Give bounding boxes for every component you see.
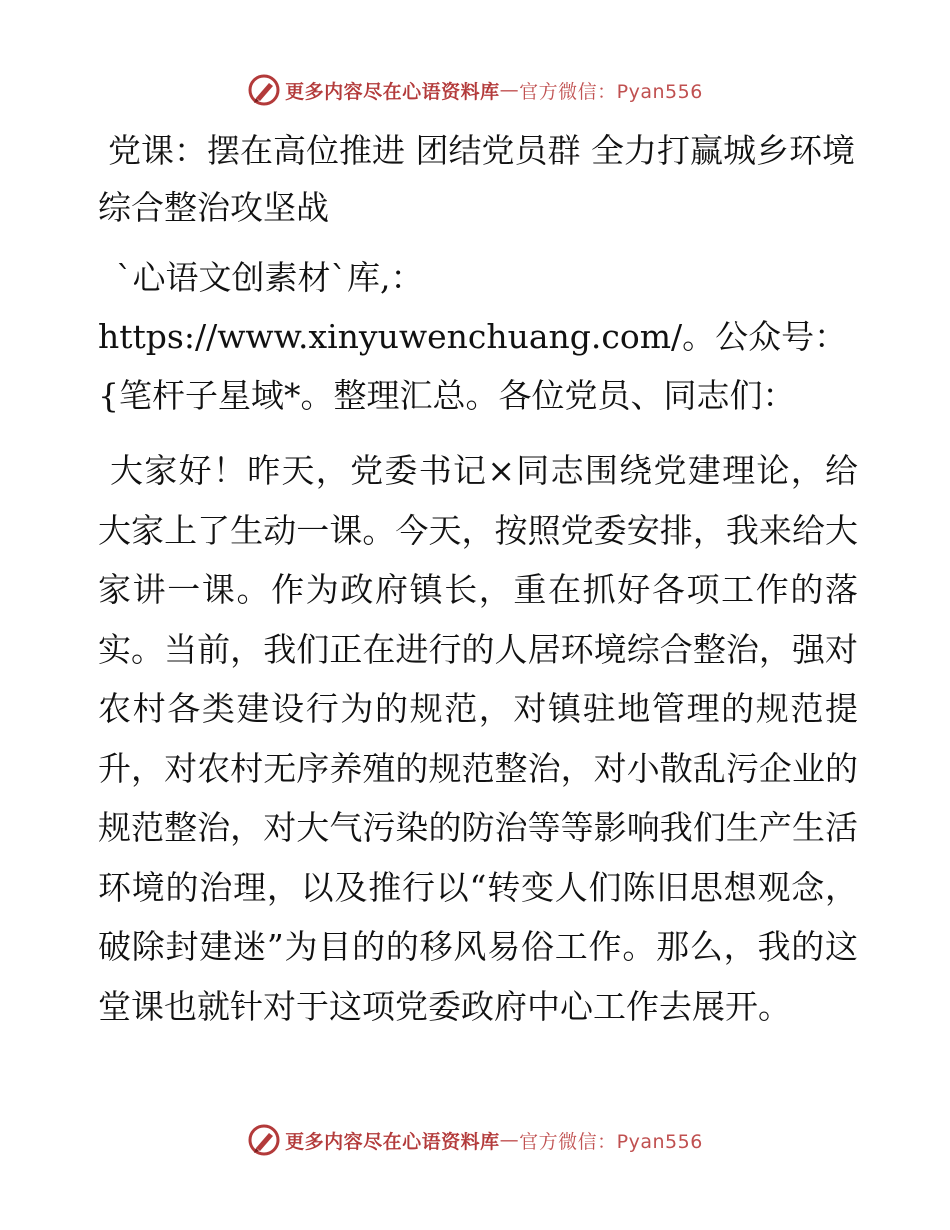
pen-logo-icon xyxy=(247,73,281,107)
banner-separator: — xyxy=(499,1129,520,1151)
banner-main-text: 更多内容尽在心语资料库 xyxy=(285,80,500,103)
pen-logo-icon xyxy=(247,1123,281,1157)
footer-watermark-banner xyxy=(0,1120,950,1160)
document-title: 党课：摆在高位推进 团结党员群 全力打赢城乡环境综合整治攻坚战 xyxy=(98,131,855,227)
source-intro: `心语文创素材`库,：https://www.xinyuwenchuang.com/。公众号：{笔杆子星域*。整理汇总。各位党员、同志们： xyxy=(98,258,848,415)
banner-separator: — xyxy=(499,79,520,101)
body-paragraph: 大家好！昨天，党委书记×同志围绕党建理论，给大家上了生动一课。今天，按照党委安排，我来给大家讲一课。作为政府镇长，重在抓好各项工作的落实。当前，我们正在进行的人居环境综合整治，强对农村各类建设行为的规范，对镇驻地管理的规范提升，对农村无序养殖的规范整治，对小散乱污企业的规范整治，对大气污染的防治等等影响我们生产生活环境的治理，以及推行以“转变人们陈旧思想观念，破除封建迷”为目的的移风易俗工作。那么，我的这堂课也就针对于这项党委政府中心工作去展开。 xyxy=(98,451,858,1026)
header-watermark-banner xyxy=(0,70,950,110)
banner-suffix-text: 官方微信：Pyan556 xyxy=(519,80,703,103)
banner-main-text: 更多内容尽在心语资料库 xyxy=(285,1130,500,1153)
document-body xyxy=(98,122,858,1036)
banner-suffix-text: 官方微信：Pyan556 xyxy=(519,1130,703,1153)
